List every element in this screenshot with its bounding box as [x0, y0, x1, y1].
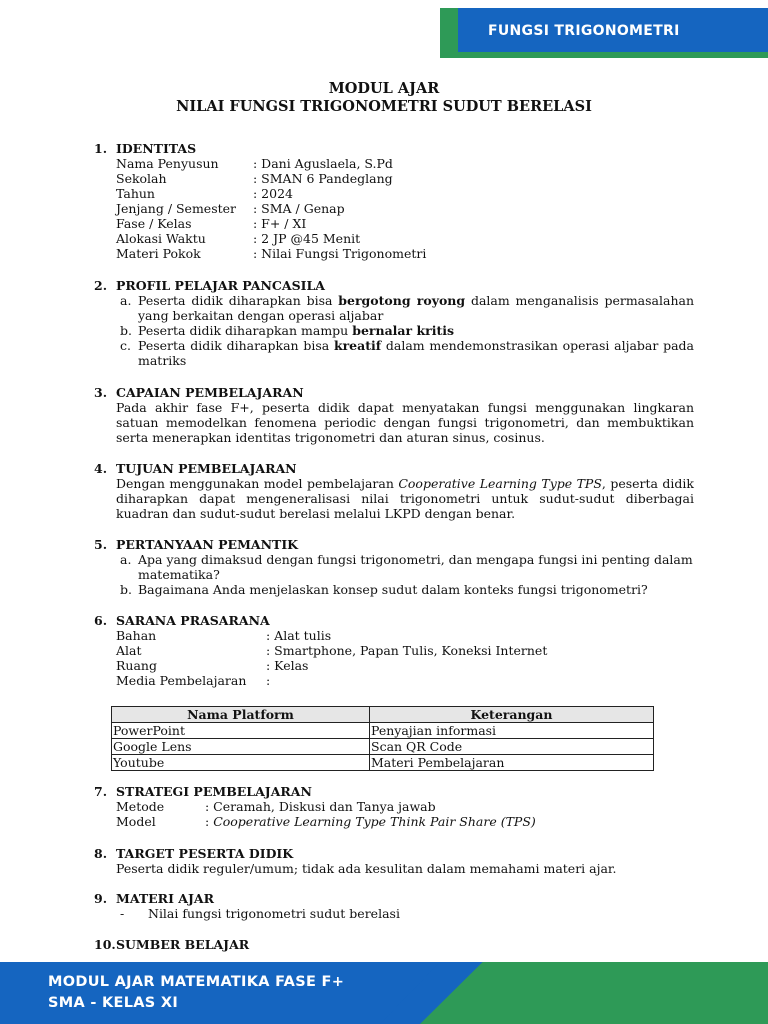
table-cell: Scan QR Code [370, 739, 654, 755]
identity-row: Jenjang / Semester : SMA / Genap [116, 201, 345, 216]
materi-list [116, 906, 694, 921]
identity-list [116, 156, 694, 261]
section-tujuan [94, 461, 694, 521]
list-item: a. Apa yang dimaksud dengan fungsi trigonometri, dan mengapa fungsi ini penting dalam matematika? [120, 552, 693, 582]
section-heading: 8. TARGET PESERTA DIDIK [94, 846, 294, 861]
table-cell: Materi Pembelajaran [370, 755, 654, 771]
sarana-list [116, 628, 694, 688]
identity-row: Alokasi Waktu : 2 JP @45 Menit [116, 231, 361, 246]
sarana-row: Media Pembelajaran : [116, 673, 271, 688]
doc-title-line1: MODUL AJAR [328, 80, 440, 97]
table-header-row [112, 707, 654, 723]
table-cell: Penyajian informasi [370, 723, 654, 739]
header-title: FUNGSI TRIGONOMETRI [488, 23, 680, 39]
identity-row: Nama Penyusun : Dani Aguslaela, S.Pd [116, 156, 393, 171]
tujuan-text: Dengan menggunakan model pembelajaran Cooperative Learning Type TPS, peserta didik diharapkan dapat mengeneralisasi nilai trigonometri untuk sudut-sudut diberbagai kuadran dan sudut-sudut berelasi melalui LKPD dengan benar. [116, 476, 695, 521]
profil-list [116, 293, 694, 368]
strategi-row: Model : Cooperative Learning Type Think Pair Share (TPS) [116, 814, 536, 829]
table-cell: Youtube [112, 755, 370, 771]
table-row [112, 723, 654, 739]
strategi-list [116, 799, 694, 829]
section-heading: 4. TUJUAN PEMBELAJARAN [94, 461, 297, 476]
sarana-row: Bahan : Alat tulis [116, 628, 332, 643]
identity-row: Tahun : 2024 [116, 186, 293, 201]
table-row [112, 755, 654, 771]
section-heading: 7. STRATEGI PEMBELAJARAN [94, 784, 312, 799]
section-target [94, 846, 694, 876]
platform-table [111, 706, 654, 771]
list-item: a. Peserta didik diharapkan bisa bergotong royong dalam menganalisis permasalahan yang berkaitan dengan operasi aljabar [120, 293, 695, 323]
section-heading: 9. MATERI AJAR [94, 891, 214, 906]
identity-row: Sekolah : SMAN 6 Pandeglang [116, 171, 393, 186]
section-identitas [94, 141, 694, 261]
list-item: - Nilai fungsi trigonometri sudut berelasi [120, 906, 400, 921]
sarana-row: Alat : Smartphone, Papan Tulis, Koneksi Internet [116, 643, 548, 658]
doc-title-line2: NILAI FUNGSI TRIGONOMETRI SUDUT BERELASI [176, 98, 592, 115]
list-item: c. Peserta didik diharapkan bisa kreatif dalam mendemonstrasikan operasi aljabar pada matriks [120, 338, 694, 368]
section-heading: 3. CAPAIAN PEMBELAJARAN [94, 385, 304, 400]
section-strategi [94, 784, 694, 829]
target-text: Peserta didik reguler/umum; tidak ada kesulitan dalam memahami materi ajar. [116, 861, 617, 876]
capaian-text: Pada akhir fase F+, peserta didik dapat menyatakan fungsi menggunakan lingkaran satuan memodelkan fenomena periodic dengan fungsi trigonometri, dan membuktikan serta menerapkan identitas trigonometri dan aturan sinus, cosinus. [116, 400, 694, 445]
section-pemantik [94, 537, 694, 597]
section-heading: 2. PROFIL PELAJAR PANCASILA [94, 278, 325, 293]
section-sarana [94, 613, 694, 688]
list-item: b. Bagaimana Anda menjelaskan konsep sudut dalam konteks fungsi trigonometri? [120, 582, 648, 597]
section-materi [94, 891, 694, 921]
table-cell: Google Lens [112, 739, 370, 755]
pemantik-list [116, 552, 694, 597]
section-sumber [94, 937, 694, 952]
section-heading: 5. PERTANYAAN PEMANTIK [94, 537, 299, 552]
section-heading: 10.SUMBER BELAJAR [94, 937, 250, 952]
list-item: b. Peserta didik diharapkan mampu bernalar kritis [120, 323, 455, 338]
table-cell: PowerPoint [112, 723, 370, 739]
sarana-row: Ruang : Kelas [116, 658, 309, 673]
footer-line1: MODUL AJAR MATEMATIKA FASE F+ [48, 974, 345, 990]
section-heading [94, 141, 694, 156]
section-title: IDENTITAS [116, 141, 197, 156]
section-capaian [94, 385, 694, 445]
strategi-row: Metode : Ceramah, Diskusi dan Tanya jawab [116, 799, 436, 814]
identity-row: Materi Pokok : Nilai Fungsi Trigonometri [116, 246, 427, 261]
footer-line2: SMA - KELAS XI [48, 995, 179, 1011]
section-profil-pancasila [94, 278, 694, 368]
section-number: 1. [94, 141, 108, 156]
section-heading: 6. SARANA PRASARANA [94, 613, 270, 628]
identity-row: Fase / Kelas : F+ / XI [116, 216, 307, 231]
table-header-cell: Keterangan [370, 707, 654, 723]
table-header-cell: Nama Platform [112, 707, 370, 723]
table-row [112, 739, 654, 755]
